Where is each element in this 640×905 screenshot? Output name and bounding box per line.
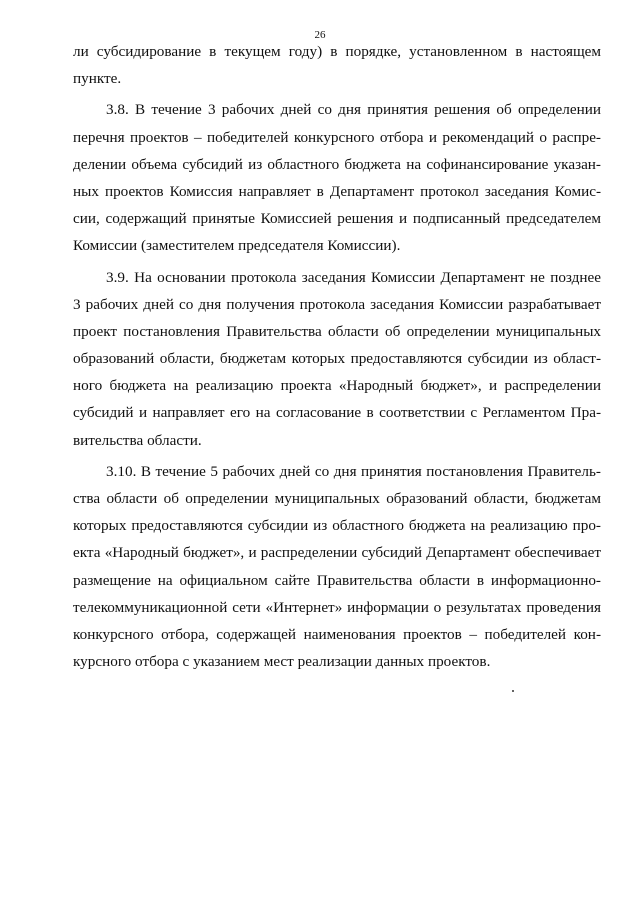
- text-line: 3.9. На основании протокола заседания Комиссии Департамент не позднее: [106, 268, 601, 286]
- paragraph-3-9: [73, 264, 601, 454]
- paragraph-3-8: [73, 96, 601, 259]
- text-line: субсидий и направляет его на согласование в соответствии с Регламентом Пра-: [73, 404, 601, 422]
- text-line: сии, содержащий принятые Комиссией решения и подписанный председателем: [73, 210, 601, 228]
- text-line: ных проектов Комиссия направляет в Департамент протокол заседания Комис-: [73, 182, 601, 200]
- text-line: которых предоставляются субсидии из областного бюджета на реализацию про-: [73, 517, 601, 535]
- text-line: курсного отбора с указанием мест реализации данных проектов.: [73, 653, 491, 671]
- paragraph-3-10: [73, 458, 601, 676]
- page-number: 26: [314, 29, 326, 41]
- text-line: пункте.: [73, 70, 122, 88]
- text-line: телекоммуникационной сети «Интернет» информации о результатах проведения: [73, 598, 601, 616]
- text-line: 3.10. В течение 5 рабочих дней со дня принятия постановления Правитель-: [106, 462, 601, 480]
- text-line: ства области об определении муниципальных образований области, бюджетам: [73, 490, 601, 507]
- text-line: Комиссии (заместителем председателя Комиссии).: [73, 237, 401, 255]
- text-line: ли субсидирование в текущем году) в порядке, установленном в настоящем: [73, 43, 601, 60]
- text-line: вительства области.: [73, 431, 202, 449]
- text-line: делении объема субсидий из областного бюджета на софинансирование указан-: [73, 155, 601, 173]
- text-line: проект постановления Правительства области об определении муниципальных: [73, 322, 601, 340]
- document-body: [73, 38, 601, 675]
- text-line: размещение на официальном сайте Правительства области в информационно-: [73, 571, 601, 589]
- scan-speck: [512, 690, 514, 692]
- text-line: екта «Народный бюджет», и распределении субсидий Департамент обеспечивает: [73, 544, 601, 562]
- text-line: образований области, бюджетам которых предоставляются субсидии из област-: [73, 350, 601, 368]
- text-line: конкурсного отбора, содержащей наименования проектов – победителей кон-: [73, 625, 601, 643]
- paragraph-continuation: [73, 38, 601, 92]
- text-line: перечня проектов – победителей конкурсного отбора и рекомендаций о распре-: [73, 128, 601, 146]
- text-line: 3.8. В течение 3 рабочих дней со дня принятия решения об определении: [106, 101, 601, 119]
- text-line: ного бюджета на реализацию проекта «Народный бюджет», и распределении: [73, 377, 601, 395]
- text-line: 3 рабочих дней со дня получения протокола заседания Комиссии разрабатывает: [73, 295, 601, 313]
